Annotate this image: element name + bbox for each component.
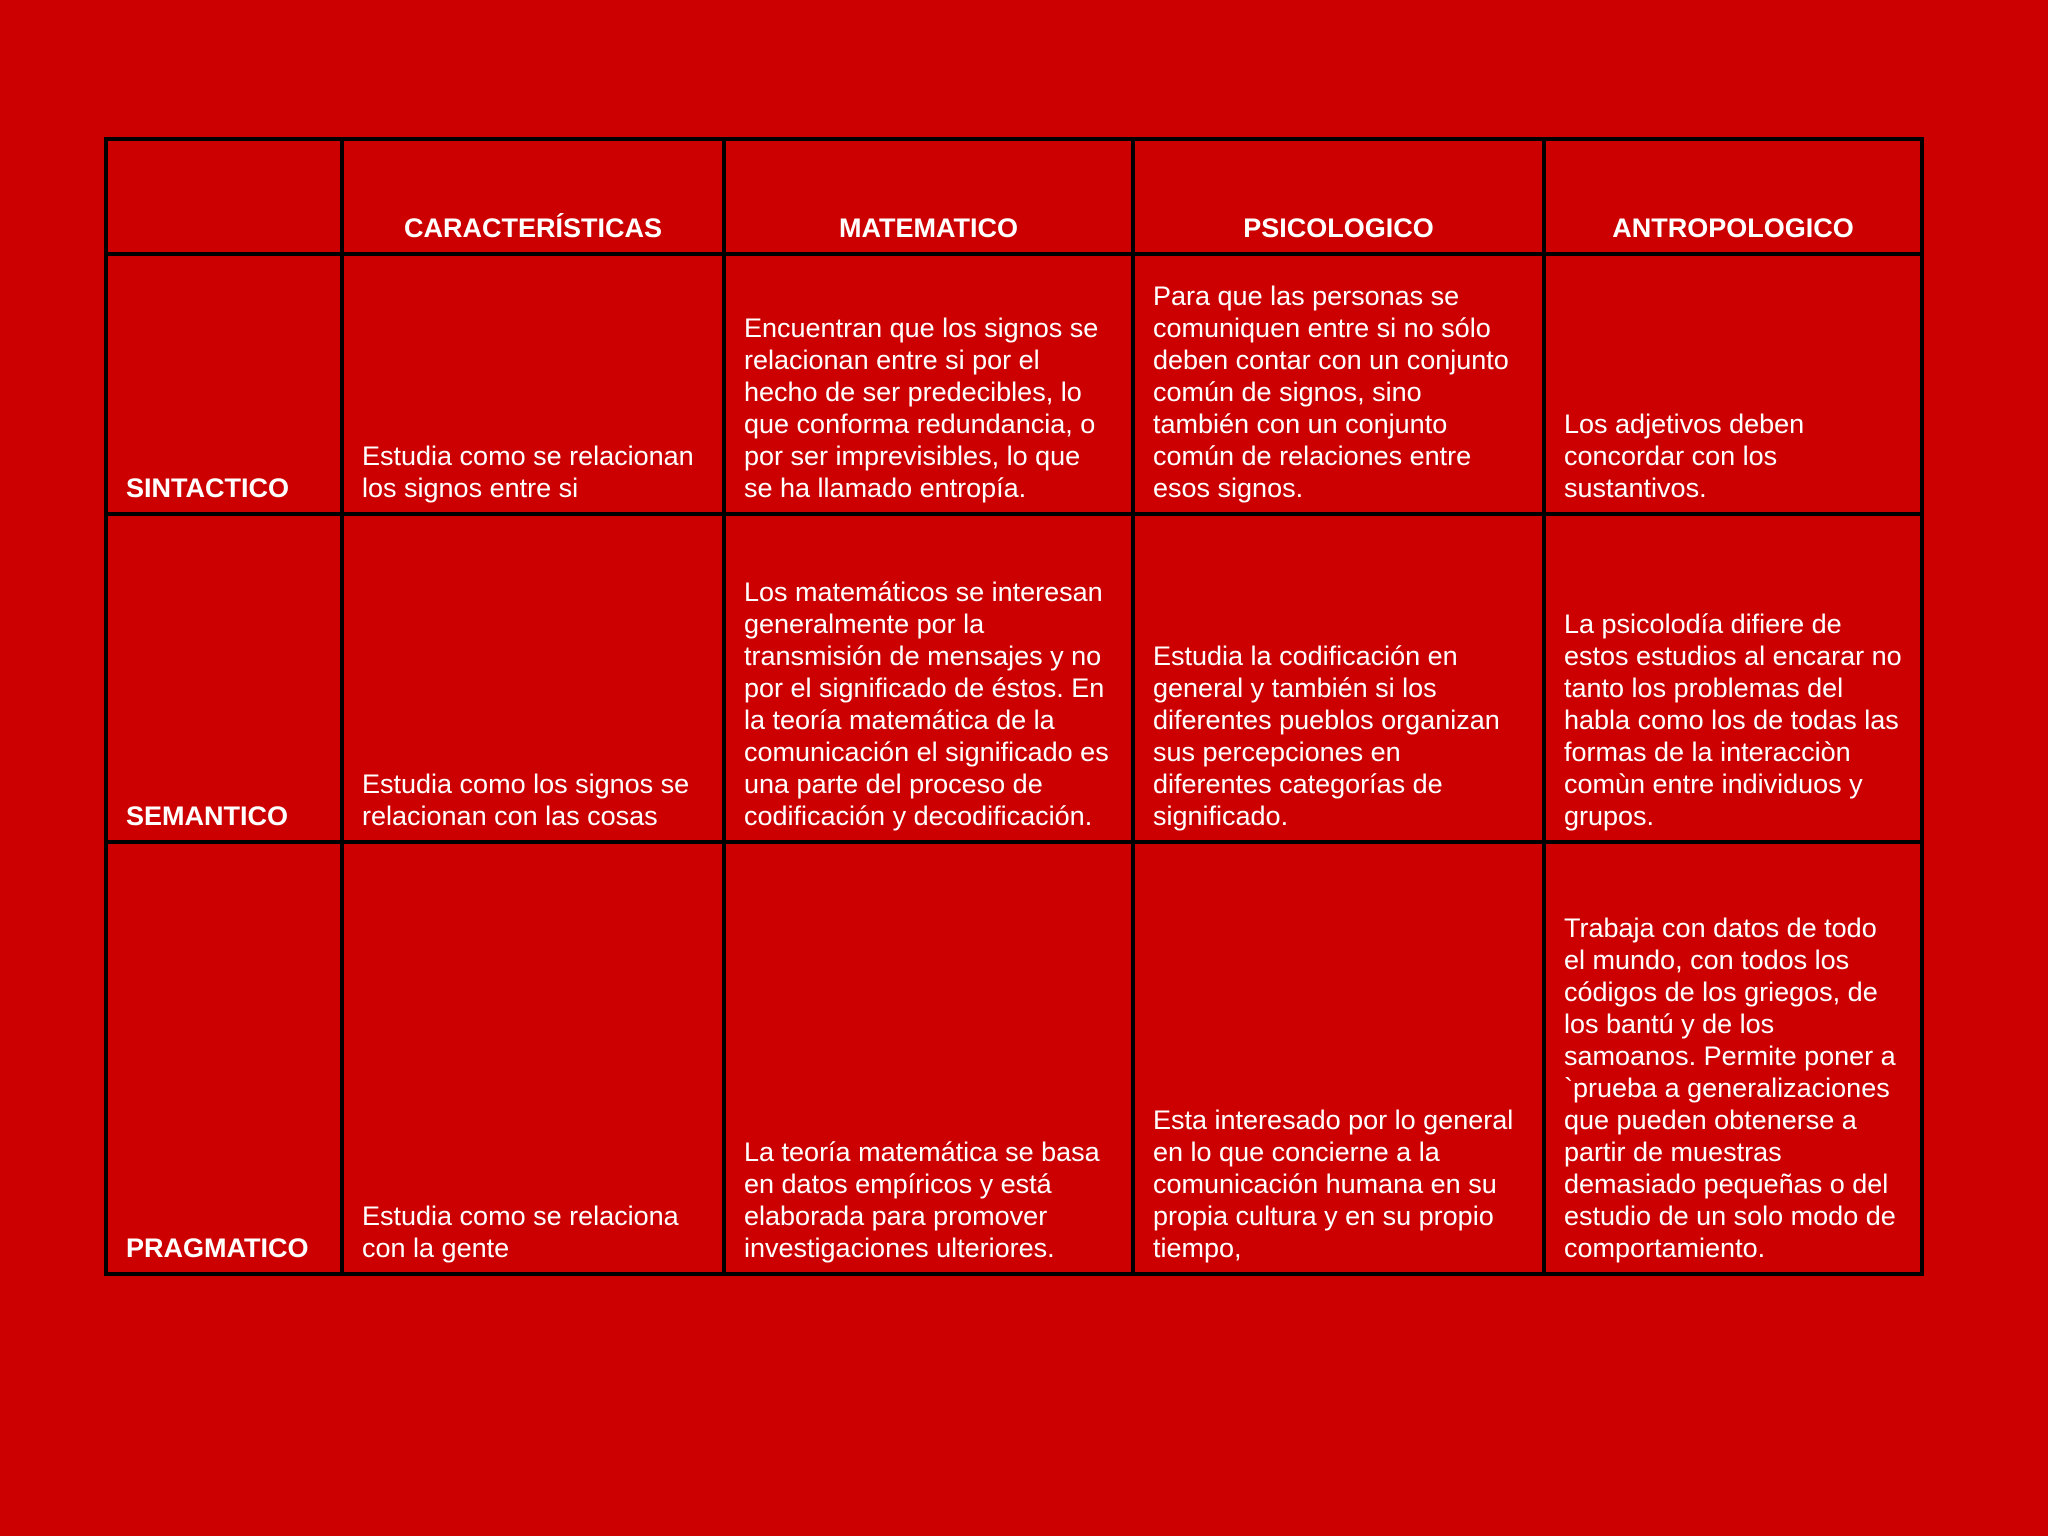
table-row-semantico bbox=[106, 514, 1922, 842]
table-header-row bbox=[106, 139, 1922, 254]
comparison-table bbox=[104, 137, 1924, 1276]
row-label-sintactico: SINTACTICO bbox=[106, 254, 342, 514]
cell-semantico-matematico: Los matemáticos se interesan generalmente por la transmisión de mensajes y no por el significado de éstos. En la teoría matemática de la comunicación el significado es una parte del proceso de codificación y decodificación. bbox=[724, 514, 1133, 842]
header-matematico: MATEMATICO bbox=[724, 139, 1133, 254]
row-label-pragmatico: PRAGMATICO bbox=[106, 842, 342, 1274]
cell-semantico-psicologico: Estudia la codificación en general y también si los diferentes pueblos organizan sus percepciones en diferentes categorías de significado. bbox=[1133, 514, 1544, 842]
cell-sintactico-antropologico: Los adjetivos deben concordar con los sustantivos. bbox=[1544, 254, 1922, 514]
cell-sintactico-psicologico: Para que las personas se comuniquen entre si no sólo deben contar con un conjunto común de signos, sino también con un conjunto común de relaciones entre esos signos. bbox=[1133, 254, 1544, 514]
cell-pragmatico-caracteristicas: Estudia como se relaciona con la gente bbox=[342, 842, 724, 1274]
cell-pragmatico-psicologico: Esta interesado por lo general en lo que concierne a la comunicación humana en su propia cultura y en su propio tiempo, bbox=[1133, 842, 1544, 1274]
cell-pragmatico-antropologico: Trabaja con datos de todo el mundo, con todos los códigos de los griegos, de los bantú y de los samoanos. Permite poner a `prueba a generalizaciones que pueden obtenerse a partir de muestras demasiado pequeñas o del estudio de un solo modo de comportamiento. bbox=[1544, 842, 1922, 1274]
header-psicologico: PSICOLOGICO bbox=[1133, 139, 1544, 254]
cell-semantico-caracteristicas: Estudia como los signos se relacionan con las cosas bbox=[342, 514, 724, 842]
table-row-sintactico bbox=[106, 254, 1922, 514]
header-caracteristicas: CARACTERÍSTICAS bbox=[342, 139, 724, 254]
header-antropologico: ANTROPOLOGICO bbox=[1544, 139, 1922, 254]
cell-sintactico-caracteristicas: Estudia como se relacionan los signos entre si bbox=[342, 254, 724, 514]
row-label-semantico: SEMANTICO bbox=[106, 514, 342, 842]
table-row-pragmatico bbox=[106, 842, 1922, 1274]
cell-semantico-antropologico: La psicolodía difiere de estos estudios al encarar no tanto los problemas del habla como los de todas las formas de la interacciòn comùn entre individuos y grupos. bbox=[1544, 514, 1922, 842]
header-corner bbox=[106, 139, 342, 254]
cell-pragmatico-matematico: La teoría matemática se basa en datos empíricos y está elaborada para promover investigaciones ulteriores. bbox=[724, 842, 1133, 1274]
cell-sintactico-matematico: Encuentran que los signos se relacionan entre si por el hecho de ser predecibles, lo que conforma redundancia, o por ser imprevisibles, lo que se ha llamado entropía. bbox=[724, 254, 1133, 514]
